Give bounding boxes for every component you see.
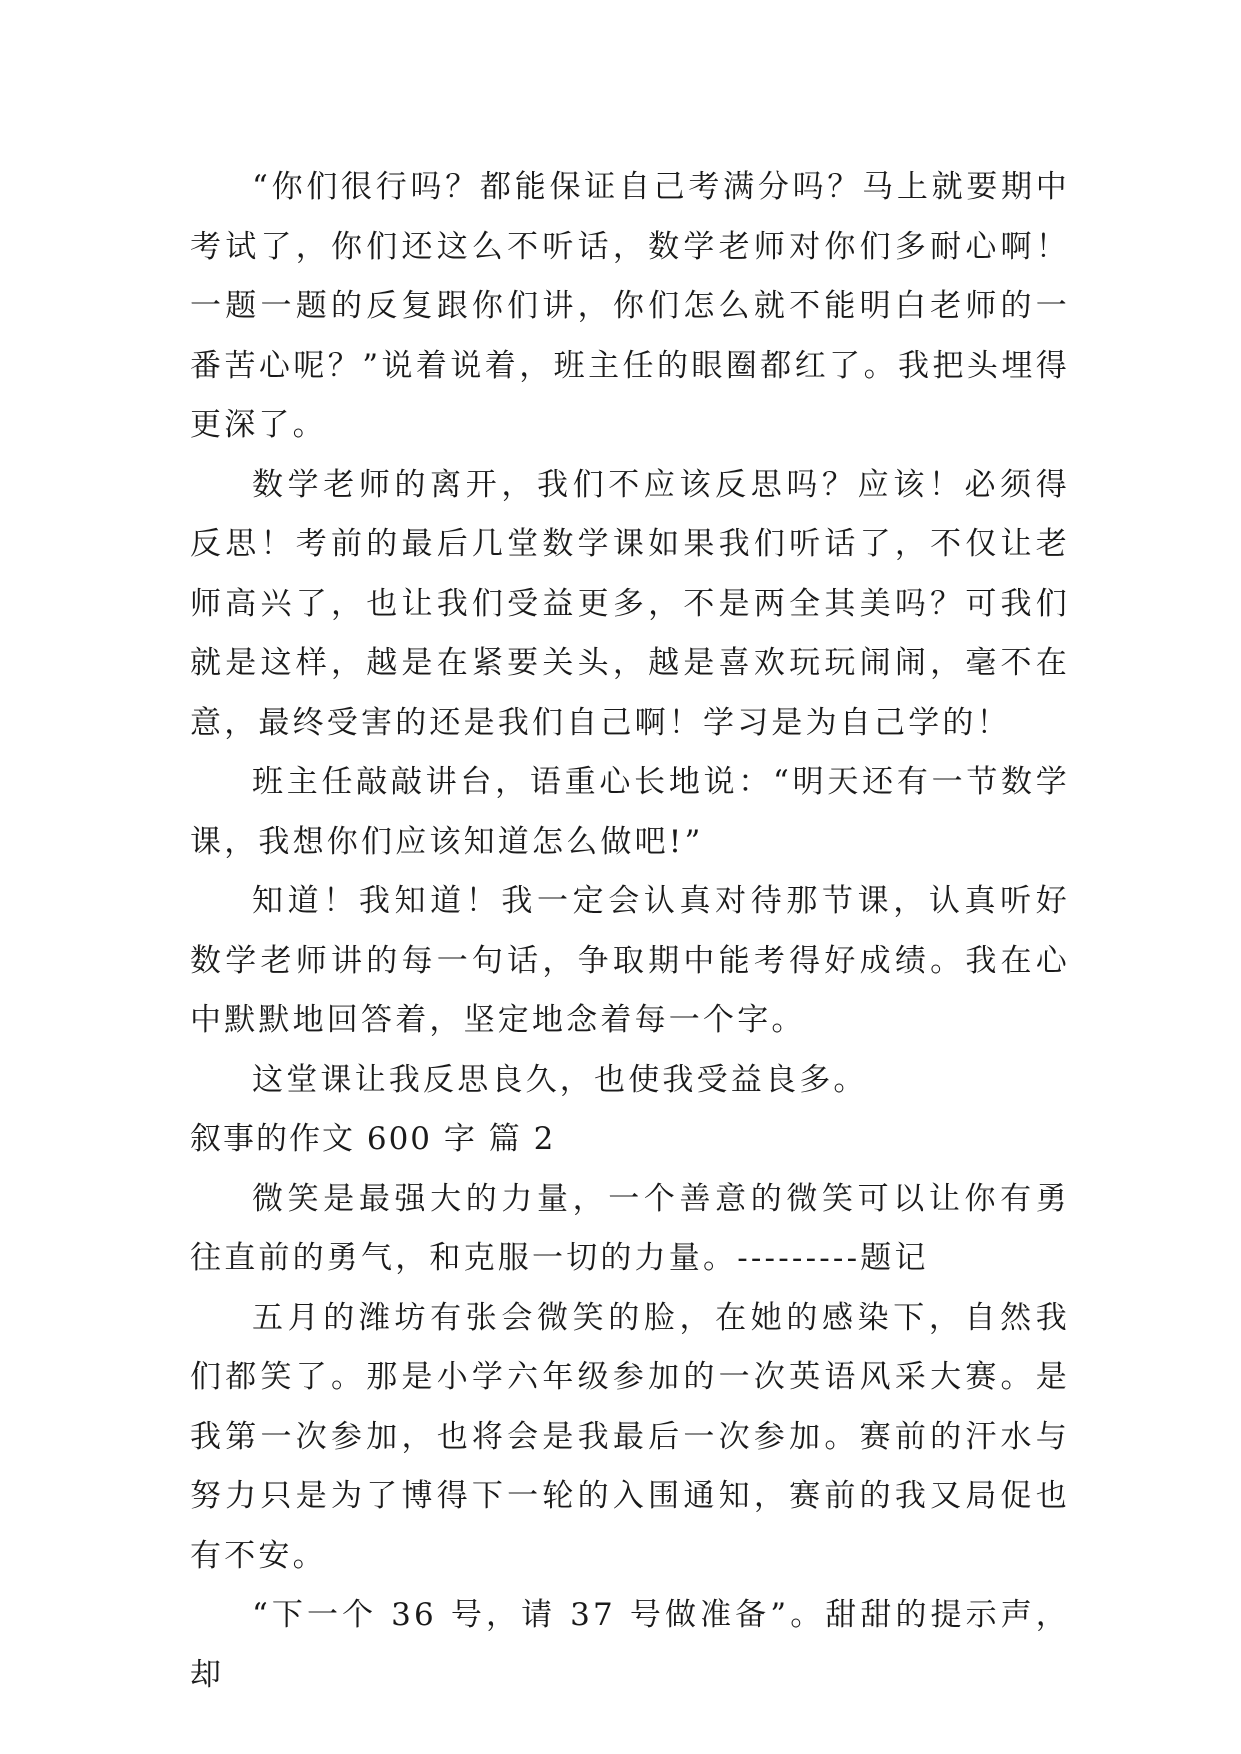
paragraph-2: 数学老师的离开，我们不应该反思吗？应该！必须得反思！考前的最后几堂数学课如果我们听话了，不仅让老师高兴了，也让我们受益更多，不是两全其美吗？可我们就是这样，越是在紧要关头，越是喜欢玩玩闹闹，毫不在意，最终受害的还是我们自己啊！学习是为自己学的！ [190, 466, 1070, 741]
paragraph-4: 知道！我知道！我一定会认真对待那节课，认真听好数学老师讲的每一句话，争取期中能考得好成绩。我在心中默默地回答着，坚定地念着每一个字。 [190, 883, 1070, 1038]
paragraph-7: 五月的潍坊有张会微笑的脸，在她的感染下，自然我们都笑了。那是小学六年级参加的一次英语风采大赛。是我第一次参加，也将会是我最后一次参加。赛前的汗水与努力只是为了博得下一轮的入围通知，赛前的我又局促也有不安。 [190, 1299, 1070, 1574]
section-heading: 叙事的作文 600 字 篇 2 [190, 1121, 556, 1157]
paragraph-1: “你们很行吗？都能保证自己考满分吗？马上就要期中考试了，你们还这么不听话，数学老师对你们多耐心啊！一题一题的反复跟你们讲，你们怎么就不能明白老师的一番苦心呢？”说着说着，班主任的眼圈都红了。我把头埋得更深了。 [190, 169, 1070, 443]
paragraph-6: 微笑是最强大的力量，一个善意的微笑可以让你有勇往直前的勇气，和克服一切的力量。---------题记 [190, 1180, 1070, 1276]
document-body [190, 158, 1070, 1705]
paragraph-3: 班主任敲敲讲台，语重心长地说：“明天还有一节数学课，我想你们应该知道怎么做吧!” [190, 764, 1070, 860]
paragraph-5: 这堂课让我反思良久，也使我受益良多。 [252, 1061, 868, 1098]
paragraph-8: “下一个 36 号，请 37 号做准备”。甜甜的提示声，却 [190, 1597, 1070, 1693]
